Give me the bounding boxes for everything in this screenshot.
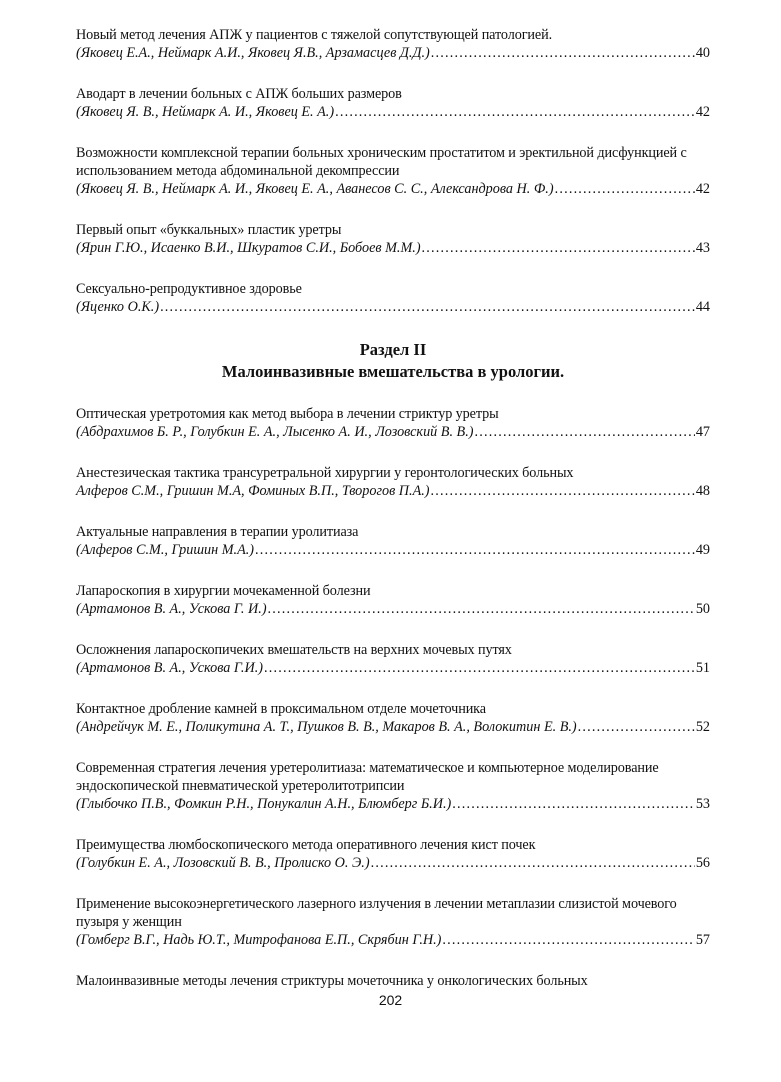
entry-page: 49 (695, 542, 710, 558)
entry-title: Осложнения лапароскопичеких вмешательств на верхних мочевых путях (76, 642, 512, 658)
entry-authors-line (76, 659, 710, 677)
dot-leader (431, 44, 695, 62)
entry-authors-line (76, 423, 710, 441)
entry-title: Новый метод лечения АПЖ у пациентов с тяжелой сопутствующей патологией. (76, 27, 553, 43)
entry-authors-line (76, 600, 710, 618)
entry-title: Применение высокоэнергетического лазерного излучения в лечении метаплазии слизистой мочевого пузыря у женщин (76, 896, 677, 930)
toc-entry (76, 972, 710, 990)
entries-section (76, 405, 710, 990)
entry-authors-line (76, 541, 710, 559)
section-heading (76, 339, 710, 383)
entry-authors-line (76, 718, 710, 736)
toc-entry (76, 85, 710, 121)
entry-authors: (Алферов С.М., Гришин М.А.) (76, 542, 255, 558)
entry-page: 47 (695, 424, 710, 440)
entry-title: Сексуально-репродуктивное здоровье (76, 281, 302, 297)
entry-title: Малоинвазивные методы лечения стриктуры мочеточника у онкологических больных (76, 973, 588, 989)
toc-entry (76, 641, 710, 677)
toc-entry (76, 700, 710, 736)
dot-leader (335, 103, 695, 121)
entry-page: 42 (695, 181, 710, 197)
entry-authors: (Яковец Е.А., Неймарк А.И., Яковец Я.В., Арзамасцев Д.Д.) (76, 45, 430, 61)
entry-authors: Алферов С.М., Гришин М.А, Фоминых В.П., Творогов П.А.) (76, 483, 430, 499)
section-title: Малоинвазивные вмешательства в урологии. (221, 362, 565, 381)
entry-authors: (Ярин Г.Ю., Исаенко В.И., Шкуратов С.И., Бобоев М.М.) (76, 240, 421, 256)
dot-leader (442, 931, 694, 949)
toc-entry (76, 582, 710, 618)
page-number: 202 (378, 992, 403, 1008)
entry-title: Контактное дробление камней в проксимальном отделе мочеточника (76, 701, 486, 717)
entry-authors-line (76, 103, 710, 121)
dot-leader (268, 600, 695, 618)
entry-authors: (Гомберг В.Г., Надь Ю.Т., Митрофанова Е.П., Скрябин Г.Н.) (76, 932, 442, 948)
entries-top (76, 26, 710, 316)
toc-entry (76, 759, 710, 813)
entry-authors: (Артамонов В. А., Ускова Г.И.) (76, 660, 263, 676)
dot-leader (264, 659, 695, 677)
entry-title: Актуальные направления в терапии уролитиаза (76, 524, 359, 540)
dot-leader (555, 180, 695, 198)
entry-page: 50 (695, 601, 710, 617)
entry-title: Оптическая уретротомия как метод выбора в лечении стриктур уретры (76, 406, 499, 422)
dot-leader (160, 298, 695, 316)
entry-page: 57 (695, 932, 710, 948)
entry-title: Возможности комплексной терапии больных хроническим простатитом и эректильной дисфункцией с использованием метода абдоминальной декомпрессии (76, 145, 687, 179)
dot-leader (475, 423, 695, 441)
entry-authors-line (76, 180, 710, 198)
entry-title: Анестезическая тактика трансуретральной хирургии у геронтологических больных (76, 465, 574, 481)
entry-authors-line (76, 239, 710, 257)
entry-authors: (Яценко О.К.) (76, 299, 160, 315)
dot-leader (578, 718, 695, 736)
entry-page: 42 (695, 104, 710, 120)
table-of-contents (76, 26, 710, 1013)
toc-entry (76, 895, 710, 949)
toc-entry (76, 405, 710, 441)
entry-title: Аводарт в лечении больных с АПЖ больших размеров (76, 86, 402, 102)
entry-authors: (Яковец Я. В., Неймарк А. И., Яковец Е. А.) (76, 104, 335, 120)
toc-entry (76, 523, 710, 559)
entry-authors-line (76, 931, 710, 949)
entry-page: 48 (695, 483, 710, 499)
toc-entry (76, 144, 710, 198)
entry-authors: (Яковец Я. В., Неймарк А. И., Яковец Е. А., Аванесов С. С., Александрова Н. Ф.) (76, 181, 554, 197)
entry-title: Первый опыт «буккальных» пластик уретры (76, 222, 342, 238)
dot-leader (431, 482, 695, 500)
entry-authors-line (76, 854, 710, 872)
entry-authors: (Артамонов В. А., Ускова Г. И.) (76, 601, 267, 617)
entry-title: Преимущества люмбоскопического метода оперативного лечения кист почек (76, 837, 536, 853)
entry-authors: (Голубкин Е. А., Лозовский В. В., Пролиско О. Э.) (76, 855, 370, 871)
entry-page: 44 (695, 299, 710, 315)
entry-page: 56 (695, 855, 710, 871)
toc-entry (76, 221, 710, 257)
entry-authors: (Абдрахимов Б. Р., Голубкин Е. А., Лысенко А. И., Лозовский В. В.) (76, 424, 474, 440)
dot-leader (452, 795, 695, 813)
toc-entry (76, 280, 710, 316)
dot-leader (422, 239, 695, 257)
entry-authors-line (76, 298, 710, 316)
section-label: Раздел II (359, 340, 427, 359)
entry-authors-line (76, 482, 710, 500)
entry-page: 43 (695, 240, 710, 256)
toc-entry (76, 836, 710, 872)
entry-authors-line (76, 44, 710, 62)
entry-title: Современная стратегия лечения уретеролитиаза: математическое и компьютерное моделирование эндоскопической пневматической уретеролитотрипсии (76, 760, 659, 794)
toc-entry (76, 26, 710, 62)
entry-authors: (Глыбочко П.В., Фомкин Р.Н., Понукалин А.Н., Блюмберг Б.И.) (76, 796, 452, 812)
entry-authors: (Андрейчук М. Е., Поликутина А. Т., Пушков В. В., Макаров В. А., Волокитин Е. В.) (76, 719, 577, 735)
dot-leader (255, 541, 695, 559)
entry-authors-line (76, 795, 710, 813)
dot-leader (371, 854, 695, 872)
entry-title: Лапароскопия в хирургии мочекаменной болезни (76, 583, 371, 599)
toc-entry (76, 464, 710, 500)
entry-page: 51 (695, 660, 710, 676)
entry-page: 52 (695, 719, 710, 735)
entry-page: 53 (695, 796, 710, 812)
entry-page: 40 (695, 45, 710, 61)
